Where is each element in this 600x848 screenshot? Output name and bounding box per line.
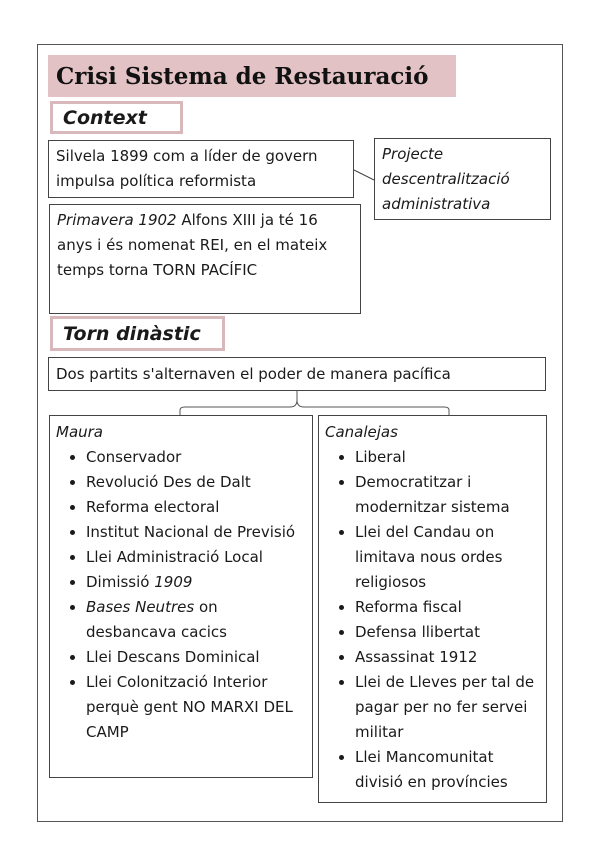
list-item: • Conservador	[86, 445, 306, 470]
list-item: • Llei Descans Dominical	[86, 645, 306, 670]
list-item: • Llei de Lleves per tal de pagar per no fer servei militar	[355, 670, 540, 745]
box-torn-summary: Dos partits s'alternaven el poder de manera pacífica	[48, 357, 546, 391]
bases-neutres-text: on desbancava cacics	[86, 598, 227, 641]
list-item	[86, 570, 306, 595]
heading-torn-dinastic: Torn dinàstic	[50, 316, 225, 351]
page-title: Crisi Sistema de Restauració	[48, 55, 456, 97]
box-primavera	[49, 204, 361, 314]
brace-connector	[180, 391, 449, 415]
list-item: • Llei del Candau on limitava nous ordes religiosos	[355, 520, 540, 595]
dimissio-label: Dimissió	[86, 573, 155, 591]
primavera-date: Primavera 1902	[57, 211, 177, 229]
list-item: • Llei Mancomunitat divisió en províncies	[355, 745, 540, 795]
list-item: • Reforma electoral	[86, 495, 306, 520]
connector-silvela-projecte	[354, 170, 374, 180]
list-item: • Llei Administració Local	[86, 545, 306, 570]
list-item: • Llei Colonització Interior perquè gent NO MARXI DEL CAMP	[86, 670, 306, 745]
box-maura	[49, 415, 313, 778]
canalejas-list	[325, 445, 540, 795]
dimissio-year: 1909	[154, 573, 193, 591]
list-item: • Revolució Des de Dalt	[86, 470, 306, 495]
list-item: • Assassinat 1912	[355, 645, 540, 670]
list-item	[86, 595, 306, 645]
canalejas-title: Canalejas	[325, 423, 398, 441]
list-item: • Democratitzar i modernitzar sistema	[355, 470, 540, 520]
list-item: • Institut Nacional de Previsió	[86, 520, 306, 545]
maura-title: Maura	[56, 423, 103, 441]
maura-list	[56, 445, 306, 745]
list-item: • Liberal	[355, 445, 540, 470]
primavera-text: Alfons XIII ja té 16 anys i és nomenat REI, en el mateix temps torna TORN PACÍFIC	[57, 211, 328, 279]
list-item: • Defensa llibertat	[355, 620, 540, 645]
box-projecte: Projecte descentralització administrativa	[374, 138, 551, 220]
box-silvela: Silvela 1899 com a líder de govern impulsa política reformista	[48, 140, 354, 198]
list-item: • Reforma fiscal	[355, 595, 540, 620]
heading-context: Context	[50, 101, 183, 134]
box-canalejas	[318, 415, 547, 803]
bases-neutres: Bases Neutres	[86, 598, 195, 616]
